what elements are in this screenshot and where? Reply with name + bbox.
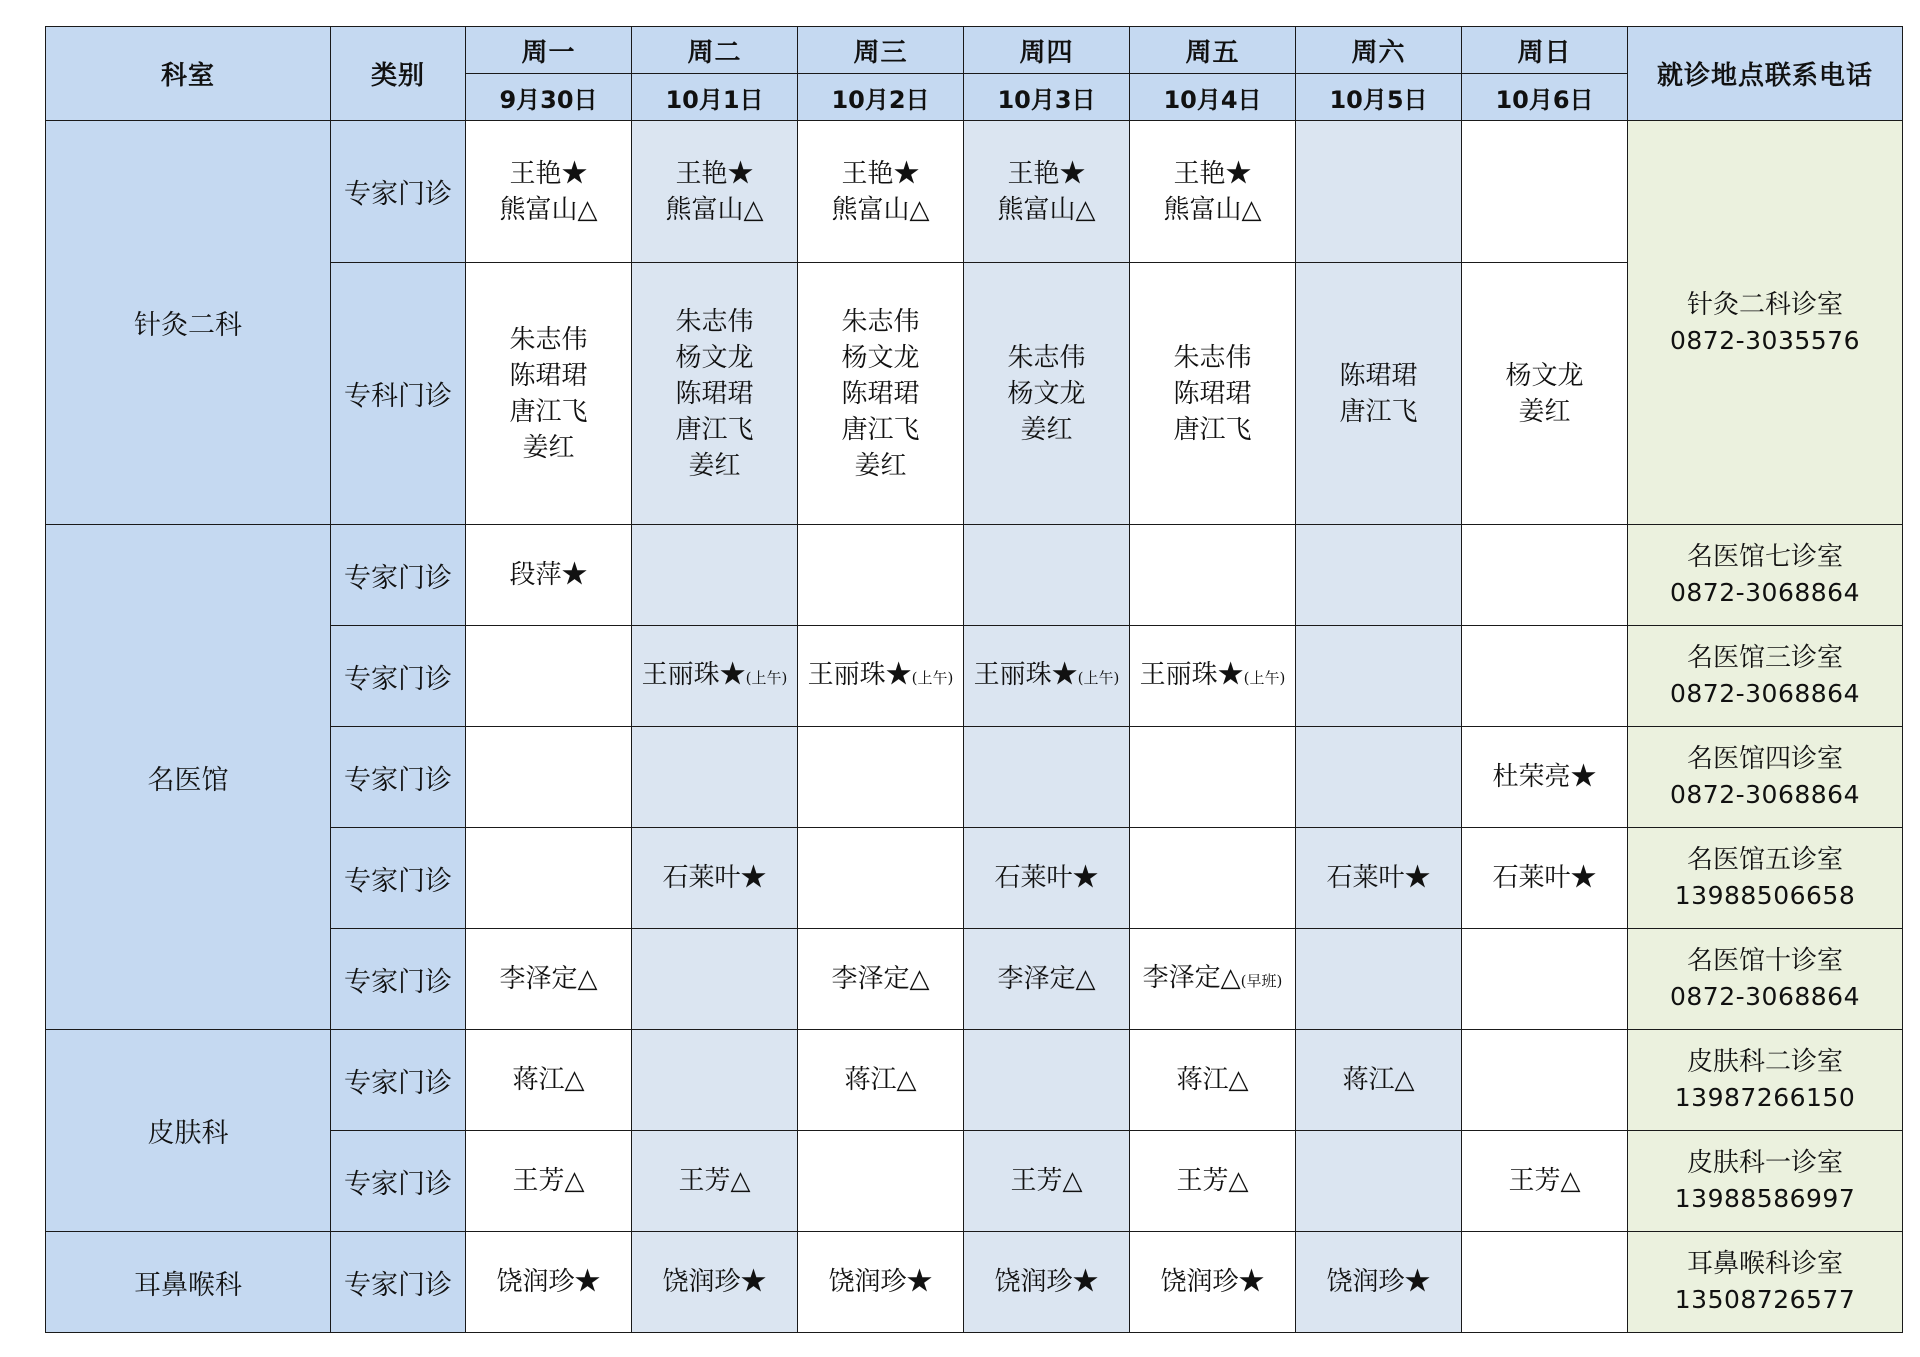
doctor-entry xyxy=(1130,1062,1295,1098)
doctor-entry: 陈珺珺 xyxy=(509,360,588,391)
doctor-entry: 唐江飞 xyxy=(509,396,588,427)
weekday-header: 周一 xyxy=(466,27,632,74)
doctor-entry: 姜红 xyxy=(1518,396,1571,427)
doctor-name: 王芳△ xyxy=(512,1166,585,1196)
schedule-cell xyxy=(1130,121,1296,263)
weekday-header: 周六 xyxy=(1296,27,1462,74)
schedule-cell xyxy=(1296,121,1462,263)
schedule-cell xyxy=(798,929,964,1030)
doctor-entry xyxy=(1130,657,1295,696)
shift-note: (上午) xyxy=(745,668,788,687)
doctor-entry: 熊富山△ xyxy=(499,194,598,225)
schedule-cell xyxy=(1462,525,1628,626)
phone-number: 0872-3068864 xyxy=(1670,780,1860,809)
room-name: 名医馆七诊室 xyxy=(1686,542,1843,572)
doctor-name: 王丽珠★ xyxy=(1139,659,1244,690)
schedule-cell xyxy=(1462,828,1628,929)
doctor-entry: 熊富山△ xyxy=(1163,194,1262,225)
clinic-category: 专家门诊 xyxy=(331,525,466,626)
schedule-cell xyxy=(964,121,1130,263)
schedule-cell xyxy=(1130,727,1296,828)
schedule-cell xyxy=(466,626,632,727)
schedule-cell xyxy=(798,525,964,626)
schedule-cell xyxy=(632,828,798,929)
clinic-category: 专科门诊 xyxy=(331,263,466,525)
doctor-name: 李泽定△ xyxy=(831,964,930,994)
doctor-name: 蒋江△ xyxy=(844,1065,917,1095)
schedule-cell xyxy=(798,828,964,929)
doctor-entry: 唐江飞 xyxy=(1173,414,1252,445)
phone-number: 13988506658 xyxy=(1674,881,1856,910)
doctor-name: 饶润珍★ xyxy=(496,1267,601,1297)
schedule-cell xyxy=(1462,626,1628,727)
schedule-cell xyxy=(1296,626,1462,727)
schedule-cell xyxy=(1130,1131,1296,1232)
date-header: 10月3日 xyxy=(964,74,1130,121)
doctor-entry: 唐江飞 xyxy=(675,414,754,445)
schedule-cell xyxy=(1296,828,1462,929)
doctor-entry: 熊富山△ xyxy=(665,194,764,225)
location-contact xyxy=(1628,1131,1903,1232)
schedule-cell xyxy=(466,263,632,525)
phone-number: 0872-3068864 xyxy=(1670,578,1860,607)
doctor-entry: 杨文龙 xyxy=(1505,360,1584,391)
schedule-cell xyxy=(798,1232,964,1333)
schedule-row xyxy=(46,525,1903,626)
phone-number: 0872-3068864 xyxy=(1670,679,1860,708)
schedule-cell xyxy=(1130,1232,1296,1333)
doctor-entry xyxy=(798,1264,963,1300)
doctor-name: 王丽珠★ xyxy=(641,659,746,690)
phone-number: 13987266150 xyxy=(1674,1083,1856,1112)
doctor-entry xyxy=(632,657,797,696)
schedule-cell xyxy=(1130,263,1296,525)
location-contact xyxy=(1628,727,1903,828)
doctor-name: 石莱叶★ xyxy=(1492,863,1597,893)
doctor-entry: 朱志伟 xyxy=(841,306,920,337)
doctor-entry: 王艳★ xyxy=(1173,158,1252,189)
doctor-entry xyxy=(1296,860,1461,896)
schedule-cell xyxy=(632,525,798,626)
doctor-name: 石莱叶★ xyxy=(662,863,767,893)
schedule-cell xyxy=(466,1030,632,1131)
schedule-cell xyxy=(964,727,1130,828)
doctor-entry xyxy=(964,1264,1129,1300)
doctor-entry: 王艳★ xyxy=(675,158,754,189)
location-column-header: 就诊地点联系电话 xyxy=(1628,27,1903,121)
schedule-cell xyxy=(1462,121,1628,263)
schedule-cell xyxy=(798,727,964,828)
doctor-entry xyxy=(1296,1264,1461,1300)
clinic-category: 专家门诊 xyxy=(331,1131,466,1232)
doctor-name: 段萍★ xyxy=(509,560,588,590)
doctor-entry: 杨文龙 xyxy=(675,342,754,373)
weekday-header: 周二 xyxy=(632,27,798,74)
doctor-entry xyxy=(1130,1264,1295,1300)
doctor-entry: 朱志伟 xyxy=(509,324,588,355)
schedule-row xyxy=(46,1030,1903,1131)
doctor-entry: 姜红 xyxy=(522,432,575,463)
schedule-cell xyxy=(964,1030,1130,1131)
weekday-header: 周三 xyxy=(798,27,964,74)
doctor-name: 饶润珍★ xyxy=(994,1267,1099,1297)
schedule-cell xyxy=(466,727,632,828)
shift-note: (上午) xyxy=(1077,668,1120,687)
schedule-cell xyxy=(798,1131,964,1232)
doctor-entry xyxy=(1130,1163,1295,1199)
schedule-cell xyxy=(798,1030,964,1131)
room-name: 针灸二科诊室 xyxy=(1686,289,1843,320)
doctor-name: 李泽定△ xyxy=(1142,962,1241,993)
doctor-entry xyxy=(466,557,631,593)
location-contact xyxy=(1628,525,1903,626)
schedule-cell xyxy=(1296,263,1462,525)
doctor-entry xyxy=(1462,860,1627,896)
doctor-name: 石莱叶★ xyxy=(1326,863,1431,893)
schedule-cell xyxy=(1296,1131,1462,1232)
doctor-entry xyxy=(632,1163,797,1199)
schedule-cell xyxy=(466,121,632,263)
schedule-cell xyxy=(1130,828,1296,929)
doctor-entry: 朱志伟 xyxy=(1007,342,1086,373)
doctor-entry xyxy=(466,1163,631,1199)
doctor-entry xyxy=(466,961,631,997)
doctor-entry xyxy=(1462,1163,1627,1199)
doctor-name: 饶润珍★ xyxy=(662,1267,767,1297)
location-contact xyxy=(1628,1232,1903,1333)
schedule-cell xyxy=(964,626,1130,727)
location-contact xyxy=(1628,828,1903,929)
clinic-schedule-table xyxy=(45,26,1903,1333)
schedule-cell xyxy=(466,929,632,1030)
doctor-entry: 陈珺珺 xyxy=(675,378,754,409)
doctor-entry: 熊富山△ xyxy=(997,194,1096,225)
doctor-entry xyxy=(798,657,963,696)
schedule-cell xyxy=(632,929,798,1030)
doctor-entry: 唐江飞 xyxy=(841,414,920,445)
weekday-header: 周日 xyxy=(1462,27,1628,74)
schedule-cell xyxy=(466,828,632,929)
doctor-name: 蒋江△ xyxy=(1176,1065,1249,1095)
doctor-entry xyxy=(466,1264,631,1300)
doctor-name: 王芳△ xyxy=(1508,1166,1581,1196)
category-column-header: 类别 xyxy=(331,27,466,121)
doctor-entry: 王艳★ xyxy=(1007,158,1086,189)
schedule-cell xyxy=(1130,929,1296,1030)
doctor-entry: 朱志伟 xyxy=(1173,342,1252,373)
location-contact xyxy=(1628,929,1903,1030)
schedule-cell xyxy=(1462,263,1628,525)
department-name: 耳鼻喉科 xyxy=(46,1232,331,1333)
schedule-cell xyxy=(1462,1131,1628,1232)
schedule-cell xyxy=(1462,727,1628,828)
weekday-header: 周五 xyxy=(1130,27,1296,74)
doctor-name: 石莱叶★ xyxy=(994,863,1099,893)
header-row-weekdays xyxy=(46,27,1903,74)
doctor-name: 王芳△ xyxy=(1176,1166,1249,1196)
schedule-body xyxy=(46,121,1903,1333)
schedule-cell xyxy=(1296,1232,1462,1333)
doctor-name: 李泽定△ xyxy=(997,964,1096,994)
schedule-cell xyxy=(1462,1232,1628,1333)
schedule-cell xyxy=(964,828,1130,929)
doctor-name: 杜荣亮★ xyxy=(1492,762,1597,792)
schedule-cell xyxy=(632,1232,798,1333)
schedule-cell xyxy=(632,1131,798,1232)
doctor-entry xyxy=(964,657,1129,696)
phone-number: 13988586997 xyxy=(1674,1184,1856,1213)
clinic-category: 专家门诊 xyxy=(331,1030,466,1131)
doctor-name: 王丽珠★ xyxy=(973,659,1078,690)
schedule-cell xyxy=(964,525,1130,626)
doctor-name: 王芳△ xyxy=(1010,1166,1083,1196)
doctor-name: 王芳△ xyxy=(678,1166,751,1196)
doctor-entry xyxy=(1130,960,1295,999)
clinic-category: 专家门诊 xyxy=(331,121,466,263)
doctor-entry: 唐江飞 xyxy=(1339,396,1418,427)
doctor-entry: 王艳★ xyxy=(841,158,920,189)
schedule-cell xyxy=(632,727,798,828)
schedule-cell xyxy=(798,121,964,263)
schedule-cell xyxy=(964,263,1130,525)
doctor-entry xyxy=(466,1062,631,1098)
shift-note: (上午) xyxy=(1243,668,1286,687)
clinic-category: 专家门诊 xyxy=(331,1232,466,1333)
schedule-cell xyxy=(632,1030,798,1131)
date-header: 10月6日 xyxy=(1462,74,1628,121)
schedule-cell xyxy=(1130,525,1296,626)
doctor-name: 蒋江△ xyxy=(1342,1065,1415,1095)
date-header: 10月1日 xyxy=(632,74,798,121)
schedule-cell xyxy=(1462,1030,1628,1131)
doctor-entry: 姜红 xyxy=(854,450,907,481)
doctor-entry xyxy=(964,860,1129,896)
department-name: 名医馆 xyxy=(46,525,331,1030)
doctor-entry: 王艳★ xyxy=(509,158,588,189)
doctor-name: 饶润珍★ xyxy=(1326,1267,1431,1297)
schedule-cell xyxy=(1296,727,1462,828)
schedule-cell xyxy=(632,626,798,727)
schedule-cell xyxy=(1130,1030,1296,1131)
schedule-cell xyxy=(466,525,632,626)
doctor-entry xyxy=(1296,1062,1461,1098)
department-name: 针灸二科 xyxy=(46,121,331,525)
date-header: 10月5日 xyxy=(1296,74,1462,121)
weekday-header: 周四 xyxy=(964,27,1130,74)
room-name: 耳鼻喉科诊室 xyxy=(1686,1249,1843,1279)
doctor-entry xyxy=(632,860,797,896)
location-contact xyxy=(1628,1030,1903,1131)
schedule-cell xyxy=(466,1131,632,1232)
doctor-entry xyxy=(964,961,1129,997)
dept-column-header: 科室 xyxy=(46,27,331,121)
schedule-row xyxy=(46,1232,1903,1333)
shift-note: (早班) xyxy=(1240,971,1283,990)
location-contact xyxy=(1628,121,1903,525)
schedule-cell xyxy=(1296,929,1462,1030)
room-name: 名医馆五诊室 xyxy=(1686,845,1843,875)
date-header: 10月2日 xyxy=(798,74,964,121)
doctor-entry xyxy=(964,1163,1129,1199)
schedule-cell xyxy=(632,121,798,263)
schedule-cell xyxy=(798,626,964,727)
doctor-entry xyxy=(798,961,963,997)
clinic-category: 专家门诊 xyxy=(331,828,466,929)
schedule-cell xyxy=(1130,626,1296,727)
room-name: 皮肤科二诊室 xyxy=(1686,1047,1843,1077)
doctor-entry: 杨文龙 xyxy=(1007,378,1086,409)
doctor-name: 饶润珍★ xyxy=(828,1267,933,1297)
phone-number: 13508726577 xyxy=(1674,1285,1856,1314)
schedule-cell xyxy=(1296,525,1462,626)
doctor-entry xyxy=(798,1062,963,1098)
schedule-cell xyxy=(964,1232,1130,1333)
schedule-cell xyxy=(632,263,798,525)
schedule-cell xyxy=(1296,1030,1462,1131)
shift-note: (上午) xyxy=(911,668,954,687)
schedule-cell xyxy=(466,1232,632,1333)
clinic-category: 专家门诊 xyxy=(331,929,466,1030)
doctor-entry: 姜红 xyxy=(1020,414,1073,445)
room-name: 皮肤科一诊室 xyxy=(1686,1148,1843,1178)
schedule-row xyxy=(46,121,1903,263)
doctor-name: 饶润珍★ xyxy=(1160,1267,1265,1297)
schedule-cell xyxy=(964,1131,1130,1232)
date-header: 9月30日 xyxy=(466,74,632,121)
doctor-entry: 杨文龙 xyxy=(841,342,920,373)
phone-number: 0872-3068864 xyxy=(1670,982,1860,1011)
doctor-entry: 陈珺珺 xyxy=(1173,378,1252,409)
doctor-entry: 陈珺珺 xyxy=(841,378,920,409)
room-name: 名医馆十诊室 xyxy=(1686,946,1843,976)
location-contact xyxy=(1628,626,1903,727)
doctor-entry xyxy=(1462,759,1627,795)
doctor-entry: 熊富山△ xyxy=(831,194,930,225)
date-header: 10月4日 xyxy=(1130,74,1296,121)
schedule-cell xyxy=(1462,929,1628,1030)
doctor-name: 李泽定△ xyxy=(499,964,598,994)
doctor-entry: 朱志伟 xyxy=(675,306,754,337)
phone-number: 0872-3035576 xyxy=(1670,325,1860,355)
doctor-entry xyxy=(632,1264,797,1300)
doctor-entry: 陈珺珺 xyxy=(1339,360,1418,391)
room-name: 名医馆三诊室 xyxy=(1686,643,1843,673)
clinic-category: 专家门诊 xyxy=(331,626,466,727)
doctor-name: 王丽珠★ xyxy=(807,659,912,690)
department-name: 皮肤科 xyxy=(46,1030,331,1232)
room-name: 名医馆四诊室 xyxy=(1686,744,1843,774)
doctor-entry: 姜红 xyxy=(688,450,741,481)
schedule-cell xyxy=(964,929,1130,1030)
schedule-cell xyxy=(798,263,964,525)
clinic-category: 专家门诊 xyxy=(331,727,466,828)
doctor-name: 蒋江△ xyxy=(512,1065,585,1095)
